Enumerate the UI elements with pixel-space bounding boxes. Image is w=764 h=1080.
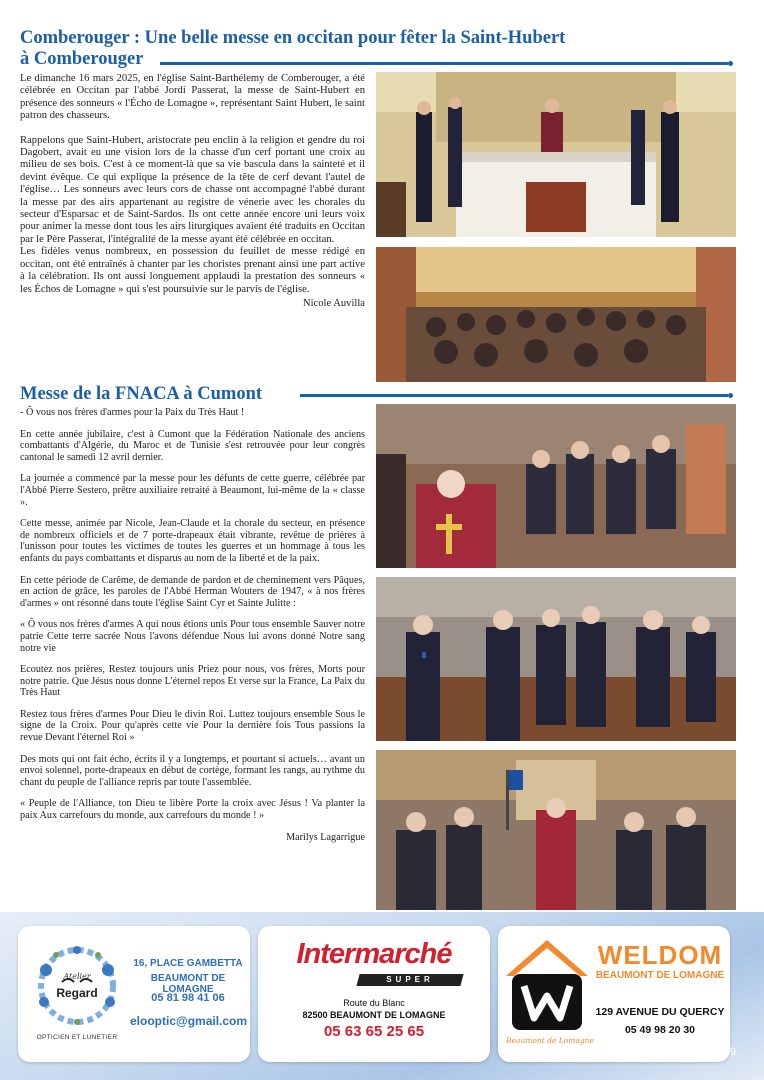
article1-rule-dot: [728, 61, 733, 66]
intermarche-address1: Route du Blanc: [343, 998, 405, 1008]
intermarche-address2: 82500 BEAUMONT DE LOMAGNE: [302, 1010, 446, 1020]
article1-signature: Nicole Auvilla: [302, 297, 365, 309]
weldom-house-icon: [504, 938, 590, 1038]
article2-paragraph: Ecoutez nos prières, Restez toujours unis Priez pour nous, vos frères, Morts pour notre patrie. Que Jésus nous donne L'éternel repos Et verse sur la France, La Paix du Très Haut: [20, 664, 365, 699]
article2-rule-dot: [728, 393, 733, 398]
optician-logo-sub: OPTICIEN ET LUNETIER: [36, 1034, 118, 1041]
ad-optician: [18, 926, 250, 1062]
article2-paragraph: - Ô vous nos frères d'armes pour la Paix du Très Haut !: [20, 407, 245, 418]
article2-paragraph: La journée a commencé par la messe pour les défunts de cette guerre, célébrée par l'Abbé Pierre Sestero, prêtre auxiliaire retraité à Beaumont, lui-même de la « classe ».: [20, 473, 365, 508]
article1-title-rule: [160, 62, 728, 65]
article2-title-rule: [300, 394, 728, 397]
intermarche-brand: Intermarché: [296, 938, 452, 970]
article1-title-line1: Comberouger : Une belle messe en occitan pour fêter la Saint-Hubert: [20, 28, 566, 48]
photo-altar-horn-players: [376, 72, 736, 237]
article2-paragraph: En cette période de Carême, de demande de pardon et de cheminement vers Pâques, en action de grâce, les paroles de l'Abbé Herman Wouters de 1947, « à nos frères d'armes » ont résonné dans toute l'église Saint Cyr et Sainte Julitte :: [20, 574, 365, 609]
ad-intermarche: [258, 926, 490, 1062]
intermarche-phone: 05 63 65 25 65: [323, 1023, 425, 1040]
optician-email: elooptic@gmail.com: [130, 1014, 248, 1028]
intermarche-sub: SUPER: [386, 975, 434, 984]
article1-body: [20, 73, 365, 310]
optician-logo: [26, 940, 128, 1048]
optician-logo-name: Regard: [56, 986, 98, 1000]
article2-signature: Marilys Lagarrigue: [286, 831, 365, 843]
weldom-address: 129 AVENUE DU QUERCY: [595, 1006, 725, 1018]
optician-address1: 16, PLACE GAMBETTA: [133, 958, 243, 969]
article1-paragraph: Rappelons que Saint-Hubert, aristocrate peu enclin à la religion et gendre du roi Dagobert, avait eu une vision lors de la chasse d'un cerf portant une croix au milieu de ses bois. C'est à ce moment-là que sa vie bascula dans la sainteté et il devint évêque. Ce qui explique la présence de la tête de cerf devant l'autel de l'église… Les sonneurs avec leurs cors de chasse ont accompagné l'abbé durant la messe par des airs appartenant au registre de vénerie avec les chorales du secteur d'Esparsac et de Saint-Sardos. Ils ont cette année encore uni leurs voix pour animer la messe dont tous les airs liturgiques avaient été traduits en Occitan par le Père Passerat, l'intégralité de la messe ayant été célébrée en occitan.: [20, 134, 365, 245]
page-number: 9: [729, 1046, 736, 1058]
article2-paragraph: Cette messe, animée par Nicole, Jean-Claude et la chorale du secteur, en présence de nombreux officiels et de 7 porte-drapeaux était vibrante, revêtue de prières à l'unisson pour toutes les victimes de toutes les guerres et un hommage à tous les enfants du pays combattants et disparus au nom de la liberté et de la paix.: [20, 518, 365, 564]
article2-paragraph: Restez tous frères d'armes Pour Dieu le divin Roi. Luttez toujours ensemble Sous le signe de la Croix. Pour qu'après cette vie Pour la dernière fois Tous passions la revue Devant l'éternel Roi »: [20, 708, 365, 744]
article1-paragraph: Le dimanche 16 mars 2025, en l'église Saint-Barthélemy de Comberouger, a été célébrée en Occitan par l'abbé Jordi Passerat, la messe de Saint-Hubert en présence des sonneurs « l'Écho de Lomagne », représentant Saint Hubert, le saint patron des chasseurs.: [20, 73, 365, 122]
article2-paragraph: « Peuple de l'Alliance, ton Dieu te libère Porte la croix avec Jésus ! Va planter la paix Aux carrefours du monde, aux carrefours du monde ! »: [20, 798, 365, 822]
weldom-town: BEAUMONT DE LOMAGNE: [595, 970, 725, 981]
photo-priest-and-choir: [376, 404, 736, 568]
optician-address2: BEAUMONT DE LOMAGNE: [150, 973, 226, 995]
article2-paragraph: « Ô vous nos frères d'armes A qui nous étions unis Pour tous ensemble Sauver notre patrie Cette terre sacrée Nous l'avons défendue Nous lui avons donné Notre sang notre vie: [20, 619, 365, 654]
weldom-signature: Beaumont de Lomagne: [506, 1036, 594, 1045]
article2-paragraph: En cette année jubilaire, c'est à Cumont que la Fédération Nationale des anciens combattants d'Algérie, du Maroc et de Tunisie s'est retrouvée pour leur congrès cantonal le samedi 12 avril dernier.: [20, 428, 365, 463]
photo-flag-bearers: [376, 577, 736, 741]
photo-procession: [376, 750, 736, 910]
article2-title: Messe de la FNACA à Cumont: [20, 384, 263, 404]
article1-title-line2: à Comberouger: [20, 49, 144, 69]
photo-congregation-comberouger: [376, 247, 736, 382]
article1-paragraph: Les fidèles venus nombreux, en possession du feuillet de messe rédigé en occitan, ont été entraînés à chanter par les choristes prenant ainsi une part active à la célébration. Ils ont aussi longuement applaudi la prestation des sonneurs « les Échos de Lomagne » qui s'est poursuivie sur le parvis de l'église.: [20, 246, 365, 295]
optician-phone: 05 81 98 41 06: [151, 992, 225, 1004]
weldom-brand: WELDOM: [597, 940, 723, 970]
article2-paragraph: Des mots qui ont fait écho, écrits il y a longtemps, et pourtant si actuels… avant un envoi solennel, porte-drapeaux en début de cortège, formant les rangs, au rythme du chant du peuple de l'alliance repris par toute l'assemblée.: [20, 753, 365, 788]
ad-weldom: [498, 926, 730, 1062]
article2-body: [20, 407, 365, 853]
optician-logo-top: Atelier: [63, 972, 91, 981]
weldom-phone: 05 49 98 20 30: [624, 1024, 696, 1036]
